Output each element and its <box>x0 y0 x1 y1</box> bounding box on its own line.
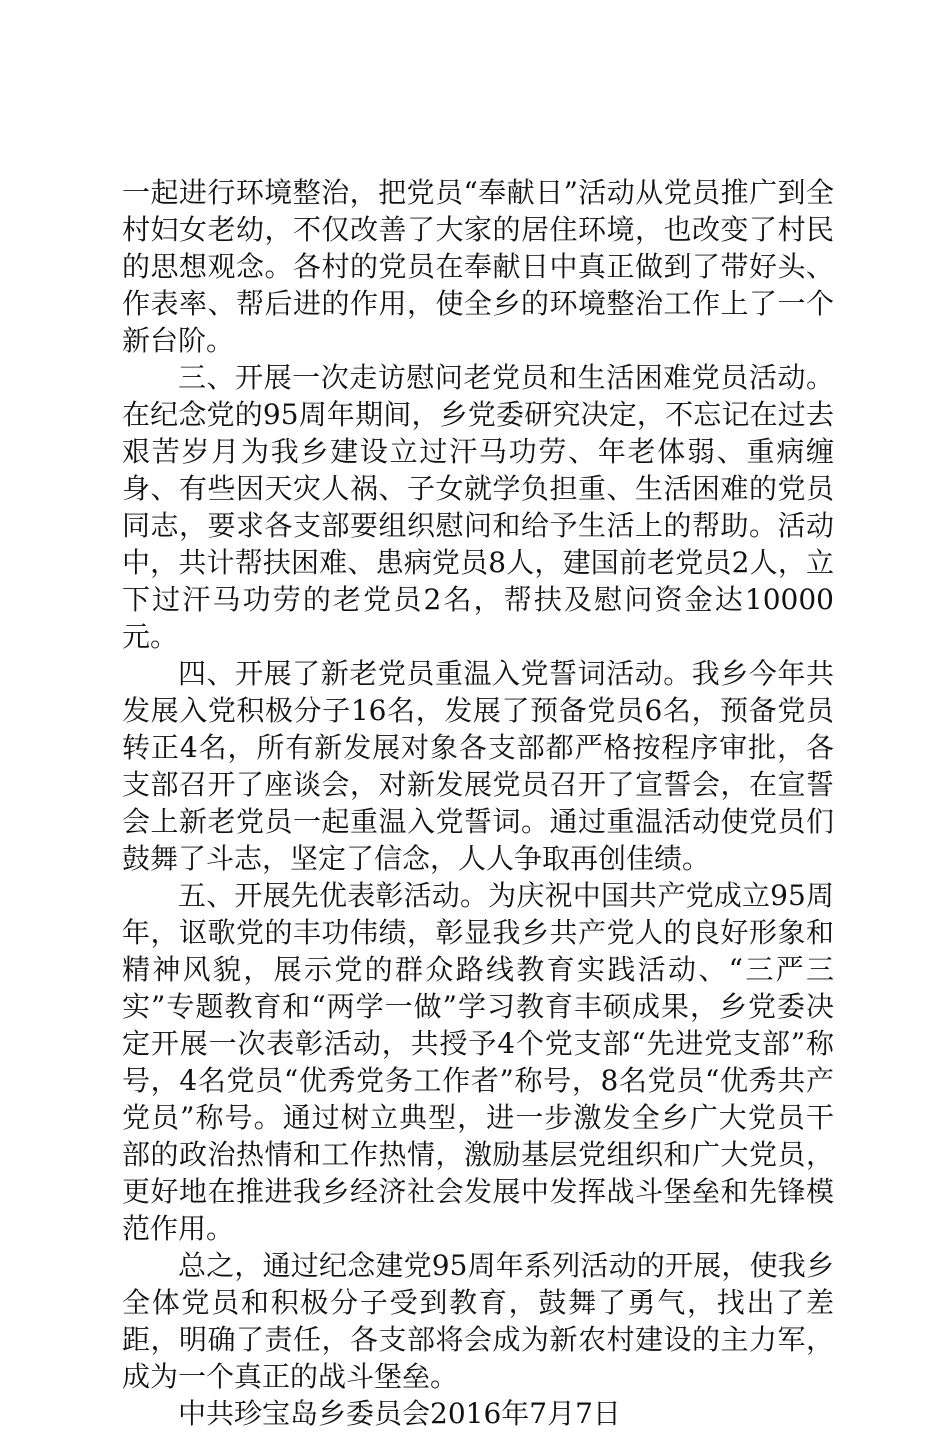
paragraph-continuation: 一起进行环境整治，把党员“奉献日”活动从党员推广到全村妇女老幼，不仅改善了大家的居住环境，也改变了村民的思想观念。各村的党员在奉献日中真正做到了带好头、作表率、帮后进的作用，使全乡的环境整治工作上了一个新台阶。 <box>122 176 834 357</box>
document-body <box>122 174 834 1432</box>
paragraph-section-three: 三、开展一次走访慰问老党员和生活困难党员活动。在纪念党的95周年期间，乡党委研究决定，不忘记在过去艰苦岁月为我乡建设立过汗马功劳、年老体弱、重病缠身、有些因天灾人祸、子女就学负担重、生活困难的党员同志，要求各支部要组织慰问和给予生活上的帮助。活动中，共计帮扶困难、患病党员8人，建国前老党员2人，立下过汗马功劳的老党员2名，帮扶及慰问资金达10000元。 <box>122 361 834 653</box>
paragraph-conclusion: 总之，通过纪念建党95周年系列活动的开展，使我乡全体党员和积极分子受到教育，鼓舞了勇气，找出了差距，明确了责任，各支部将会成为新农村建设的主力军，成为一个真正的战斗堡垒。 <box>122 1249 834 1393</box>
signature-line: 中共珍宝岛乡委员会2016年7月7日 <box>178 1397 621 1430</box>
paragraph-section-four: 四、开展了新老党员重温入党誓词活动。我乡今年共发展入党积极分子16名，发展了预备党员6名，预备党员转正4名，所有新发展对象各支部都严格按程序审批，各支部召开了座谈会，对新发展党员召开了宣誓会，在宣誓会上新老党员一起重温入党誓词。通过重温活动使党员们鼓舞了斗志，坚定了信念，人人争取再创佳绩。 <box>122 657 834 875</box>
paragraph-section-five: 五、开展先优表彰活动。为庆祝中国共产党成立95周年，讴歌党的丰功伟绩，彰显我乡共产党人的良好形象和精神风貌，展示党的群众路线教育实践活动、“三严三实”专题教育和“两学一做”学习教育丰硕成果，乡党委决定开展一次表彰活动，共授予4个党支部“先进党支部”称号，4名党员“优秀党务工作者”称号，8名党员“优秀共产党员”称号。通过树立典型，进一步激发全乡广大党员干部的政治热情和工作热情，激励基层党组织和广大党员，更好地在推进我乡经济社会发展中发挥战斗堡垒和先锋模范作用。 <box>122 879 834 1245</box>
